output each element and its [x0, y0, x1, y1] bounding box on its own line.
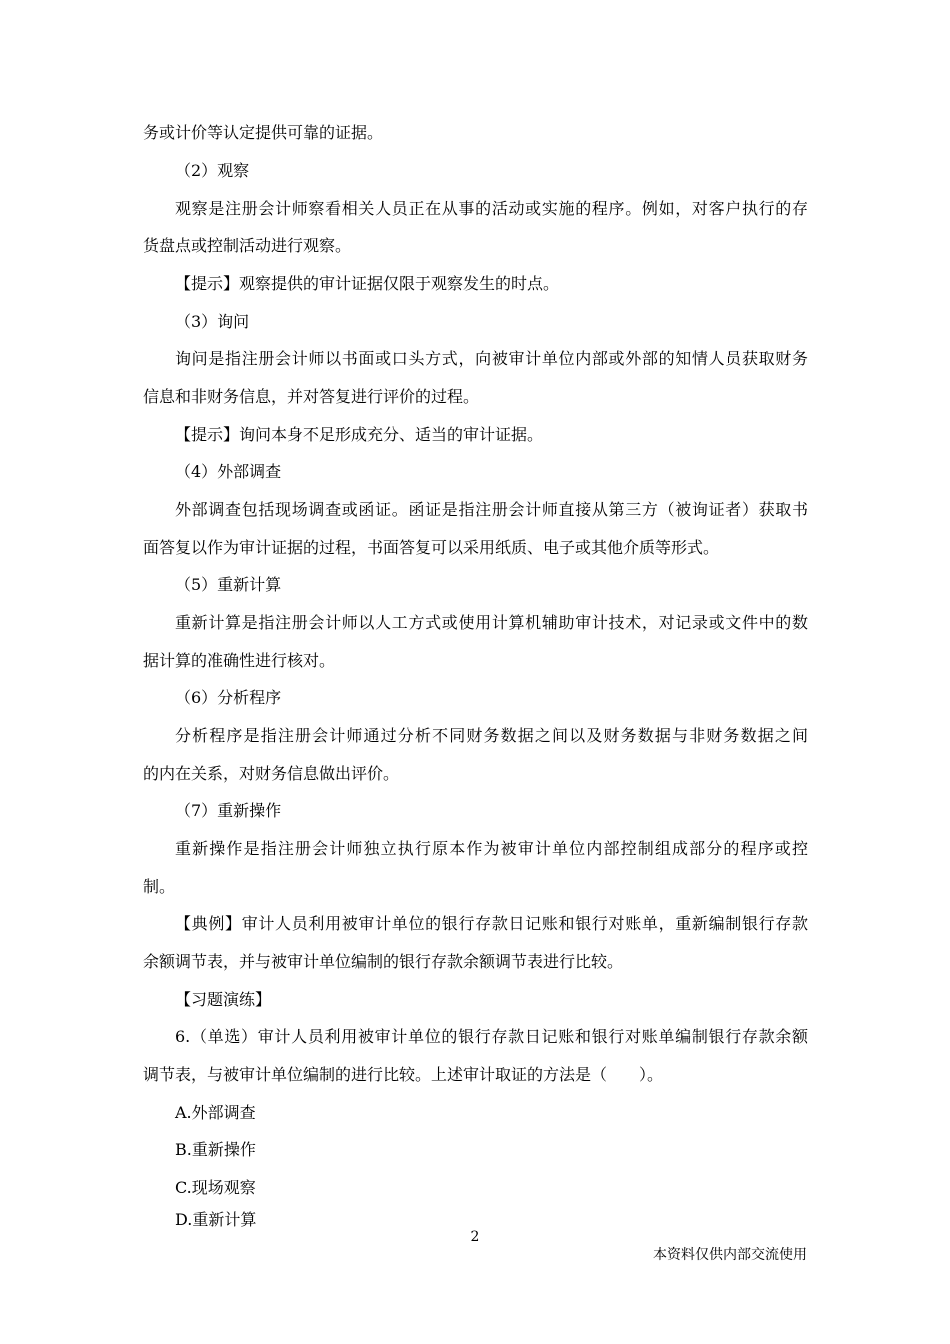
paragraph-line: 重新计算是指注册会计师以人工方式或使用计算机辅助审计技术，对记录或文件中的数: [175, 613, 808, 632]
paragraph-line: 重新操作是指注册会计师独立执行原本作为被审计单位内部控制组成部分的程序或控: [175, 839, 808, 858]
section-heading-observation: （2）观察: [175, 161, 250, 180]
example-line: 余额调节表，并与被审计单位编制的银行存款余额调节表进行比较。: [143, 952, 624, 971]
example-line: 【典例】审计人员利用被审计单位的银行存款日记账和银行对账单，重新编制银行存款: [175, 914, 808, 933]
page-number: 2: [470, 1229, 480, 1245]
paragraph-line: 务或计价等认定提供可靠的证据。: [143, 123, 384, 142]
option-c: C.现场观察: [175, 1178, 256, 1197]
paragraph-line: 制。: [143, 877, 176, 896]
paragraph-line: 外部调查包括现场调查或函证。函证是指注册会计师直接从第三方（被询证者）获取书: [175, 500, 808, 519]
footer-note: 本资料仅供内部交流使用: [653, 1247, 807, 1263]
tip-observation: 【提示】观察提供的审计证据仅限于观察发生的时点。: [175, 274, 560, 293]
section-heading-recalculation: （5）重新计算: [175, 575, 282, 594]
tip-inquiry: 【提示】询问本身不足形成充分、适当的审计证据。: [175, 425, 544, 444]
section-heading-reperformance: （7）重新操作: [175, 801, 282, 820]
section-heading-external-investigation: （4）外部调查: [175, 462, 282, 481]
question-stem: 调节表，与被审计单位编制的进行比较。上述审计取证的方法是（ ）。: [143, 1065, 664, 1084]
exercise-heading: 【习题演练】: [175, 990, 272, 1009]
section-heading-analytical-procedures: （6）分析程序: [175, 688, 282, 707]
option-b: B.重新操作: [175, 1140, 256, 1159]
paragraph-line: 观察是注册会计师察看相关人员正在从事的活动或实施的程序。例如，对客户执行的存: [175, 199, 808, 218]
option-d: D.重新计算: [175, 1210, 257, 1229]
paragraph-line: 信息和非财务信息，并对答复进行评价的过程。: [143, 387, 480, 406]
paragraph-line: 的内在关系，对财务信息做出评价。: [143, 764, 400, 783]
paragraph-line: 货盘点或控制活动进行观察。: [143, 236, 352, 255]
paragraph-line: 分析程序是指注册会计师通过分析不同财务数据之间以及财务数据与非财务数据之间: [175, 726, 808, 745]
section-heading-inquiry: （3）询问: [175, 312, 250, 331]
paragraph-line: 询问是指注册会计师以书面或口头方式，向被审计单位内部或外部的知情人员获取财务: [175, 349, 808, 368]
paragraph-line: 面答复以作为审计证据的过程，书面答复可以采用纸质、电子或其他介质等形式。: [143, 538, 720, 557]
paragraph-line: 据计算的准确性进行核对。: [143, 651, 336, 670]
option-a: A.外部调查: [175, 1103, 256, 1122]
question-stem: 6.（单选）审计人员利用被审计单位的银行存款日记账和银行对账单编制银行存款余额: [175, 1027, 808, 1046]
